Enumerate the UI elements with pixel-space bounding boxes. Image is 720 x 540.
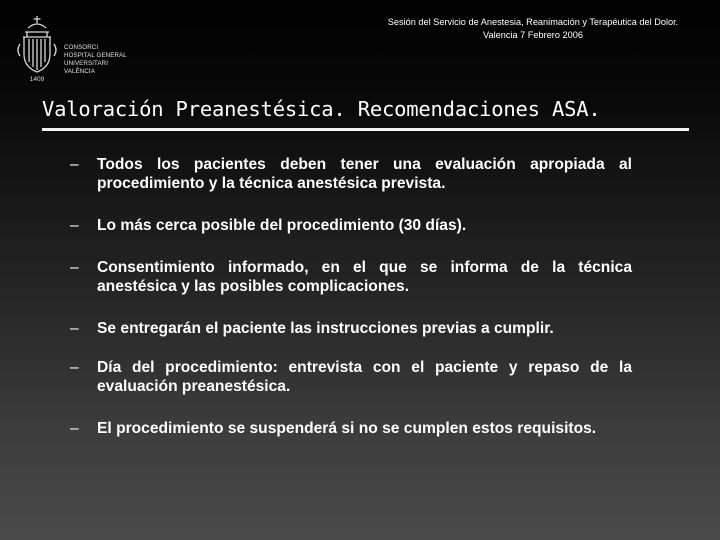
hospital-name-line-1: CONSORCI: [64, 44, 99, 51]
title-underline: [42, 128, 689, 131]
session-place-date: Valencia 7 Febrero 2006: [483, 30, 583, 40]
session-header: [353, 16, 713, 42]
founding-year-label: 1409: [29, 76, 45, 83]
slide-title: Valoración Preanestésica. Recomendaciones ASA.: [42, 97, 601, 121]
list-item: [70, 155, 632, 193]
hospital-name-line-2: HOSPITAL GENERAL: [64, 52, 127, 59]
hospital-name-line-4: VALÈNCIA: [64, 68, 95, 75]
bullet-dash: –: [70, 156, 79, 173]
bullet-text: Día del procedimiento: entrevista con el paciente y repaso de la evaluación preanestésica.: [97, 359, 632, 395]
bullet-dash: –: [70, 359, 79, 376]
bullet-text: El procedimiento se suspenderá si no se cumplen estos requisitos.: [97, 420, 597, 437]
list-item: [70, 319, 632, 338]
hospital-name-line-3: UNIVERSITARI: [64, 60, 109, 67]
list-item: [70, 258, 632, 296]
bullet-text: Se entregarán el paciente las instrucciones previas a cumplir.: [97, 320, 554, 337]
hospital-name: [64, 44, 154, 76]
bullet-text: Consentimiento informado, en el que se informa de la técnica anestésica y las posibles complicaciones.: [97, 259, 632, 295]
recommendations-list: [70, 155, 632, 461]
bullet-dash: –: [70, 320, 79, 337]
hospital-emblem-icon: [14, 14, 60, 84]
bullet-dash: –: [70, 259, 79, 276]
session-name: Sesión del Servicio de Anestesia, Reanimación y Terapéutica del Dolor.: [387, 17, 679, 27]
list-item: [70, 216, 632, 235]
list-item: [70, 419, 632, 438]
bullet-dash: –: [70, 420, 79, 437]
bullet-text: Lo más cerca posible del procedimiento (30 días).: [97, 217, 467, 234]
bullet-dash: –: [70, 217, 79, 234]
hospital-logo: [14, 14, 144, 84]
bullet-text: Todos los pacientes deben tener una evaluación apropiada al procedimiento y la técnica anestésica prevista.: [97, 156, 632, 192]
list-item: [70, 358, 632, 396]
